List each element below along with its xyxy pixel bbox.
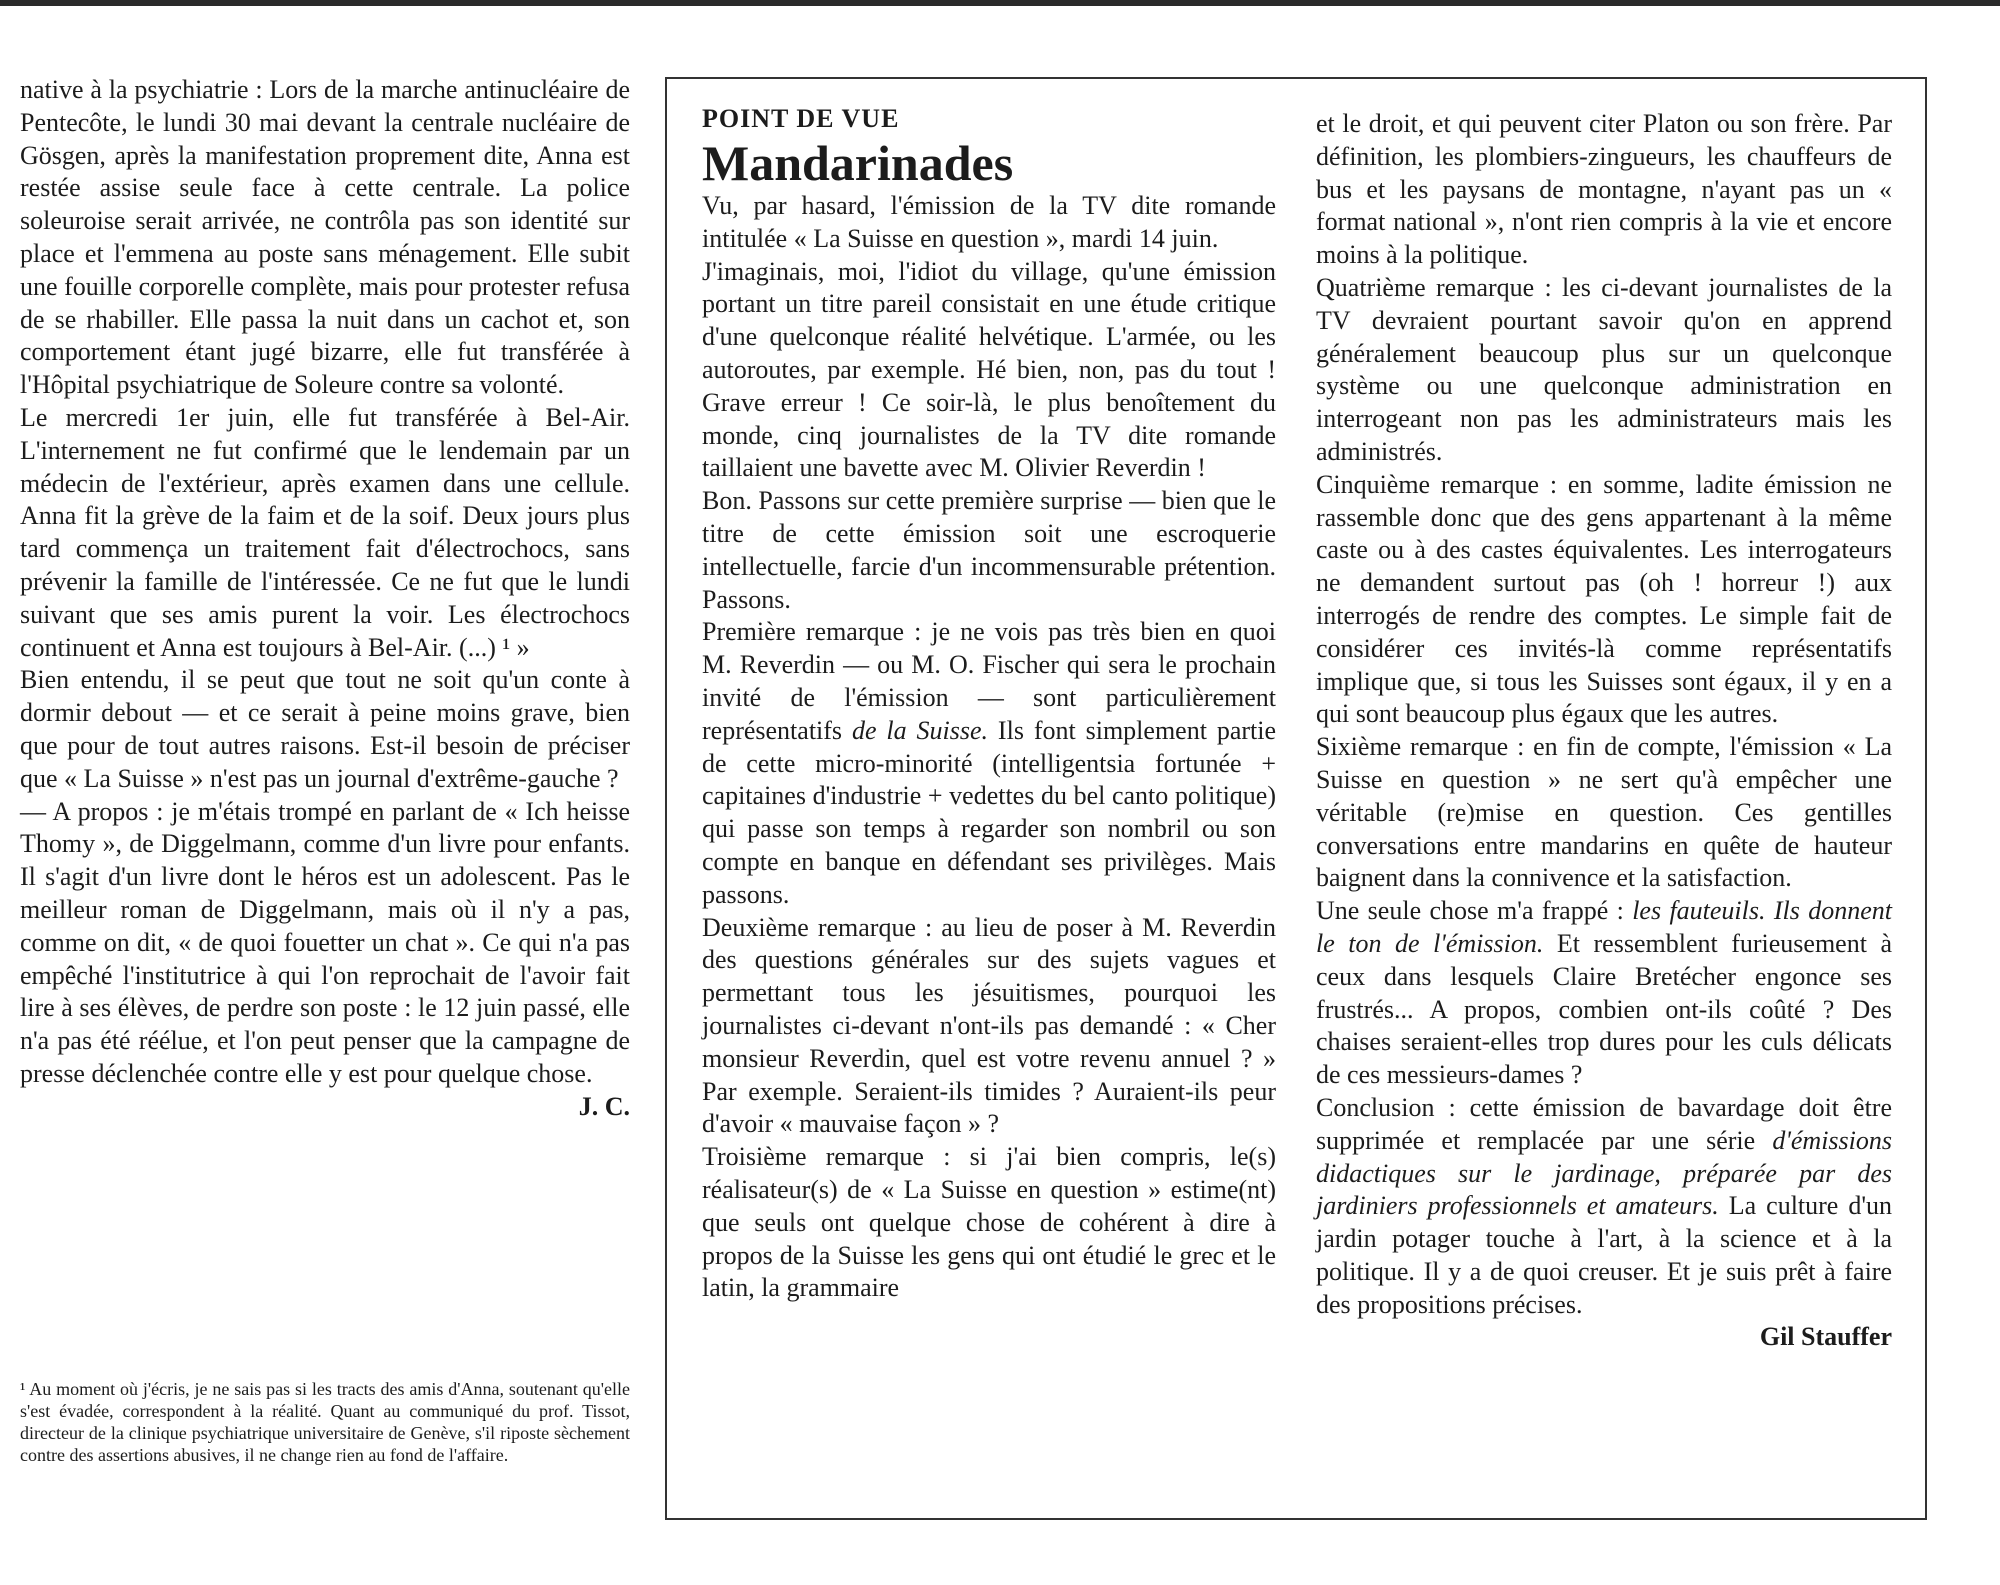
box-middle-column (702, 102, 1276, 1305)
mid-paragraph-2: J'imaginais, moi, l'idiot du village, qu'une émission portant un titre pareil consistait en une étude critique d'une quelconque réalité helvétique. L'armée, ou les autoroutes, par exemple. Hé bien, non, pas du tout ! Grave erreur ! Ce soir-là, le plus benoîtement du monde, cinq journalistes de la TV dite romande taillaient une bavette avec M. Olivier Reverdin ! (702, 256, 1276, 483)
mid-p4-italic: de la Suisse. (851, 715, 989, 745)
mid-paragraph-4 (702, 616, 1276, 911)
right-p6-text-b: La culture d'un jardin potager touche à l'art, à la science et à la politique. Il y a de quoi creuser. Et je suis prêt à faire des propositions précises. (1316, 1191, 1893, 1319)
right-paragraph-4: Sixième remarque : en fin de compte, l'émission « La Suisse en question » ne sert qu'à empêcher une véritable (re)mise en question. Ces gentilles conversations entre mandarins en quête de hauteur baignent dans la connivence et la satisfaction. (1316, 732, 1892, 893)
footnote: ¹ Au moment où j'écris, je ne sais pas si les tracts des amis d'Anna, soutenant qu'elle s'est évadée, correspondent à la réalité. Quant au communiqué du prof. Tissot, directeur de la clinique psychiatrique universitaire de Genève, s'il riposte sèchement contre des assertions abusives, il ne change rien au fond de l'affaire. (20, 1379, 630, 1465)
right-paragraph-2: Quatrième remarque : les ci-devant journalistes de la TV devraient pourtant savoir qu'on en apprend généralement beaucoup plus sur un quelconque système ou une quelconque administration en interrogeant non pas les administrateurs mais les administrés. (1316, 272, 1892, 466)
right-paragraph-1: et le droit, et qui peuvent citer Platon ou son frère. Par définition, les plombiers-zingueurs, les chauffeurs de bus et les paysans de montagne, n'ayant pas un « format national », n'ont rien compris à la vie et encore moins à la politique. (1316, 109, 1892, 270)
headline: Mandarinades (702, 135, 1014, 191)
right-p5-text-a: Une seule chose m'a frappé : (1316, 896, 1633, 926)
right-p6-italic: d'émissions didactiques sur le jardinage, préparée par des jardiniers professionnels et amateurs. (1316, 1125, 1892, 1221)
left-column (20, 74, 630, 1124)
right-paragraph-3: Cinquième remarque : en somme, ladite émission ne rassemble donc que des gens appartenant à la même caste ou à des castes équivalentes. Les interrogateurs ne demandent surtout pas (oh ! horreur !) aux interrogés de rendre des comptes. Le simple fait de considérer ces invités-là comme représentatifs implique que, si tous les Suisses sont égaux, il y en a qui sont beaucoup plus égaux que les autres. (1316, 469, 1892, 729)
left-paragraph-2: Le mercredi 1er juin, elle fut transférée à Bel-Air. L'internement ne fut confirmé que le lendemain par un médecin de l'extérieur, après examen dans une cellule. Anna fit la grève de la faim et de la soif. Deux jours plus tard commença un traitement fait d'électrochocs, sans prévenir la famille de l'intéressée. Ce ne fut que le lundi suivant que ses amis purent la voir. Les électrochocs continuent et Anna est toujours à Bel-Air. (...) ¹ » (20, 402, 630, 662)
mid-p4-text-a: Première remarque : je ne vois pas très bien en quoi M. Reverdin — ou M. O. Fischer qui sera le prochain invité de l'émission — sont particulièrement représentatifs (702, 617, 1276, 745)
right-paragraph-5 (1316, 895, 1892, 1092)
right-p5-text-b: Et ressemblent furieusement à ceux dans lesquels Claire Bretécher engonce ses frustrés... A propos, combien ont-ils coûté ? Des chaises seraient-elles trop dures pour les culs délicats de ces messieurs-dames ? (1316, 928, 1893, 1090)
box-right-column (1316, 108, 1892, 1354)
left-signature: J. C. (578, 1091, 630, 1121)
top-rule (0, 0, 2000, 6)
kicker: POINT DE VUE (702, 104, 900, 133)
mid-paragraph-1: Vu, par hasard, l'émission de la TV dite romande intitulée « La Suisse en question », mardi 14 juin. (702, 191, 1276, 253)
right-p6-text-a: Conclusion : cette émission de bavardage doit être supprimée et remplacée par une série (1316, 1092, 1892, 1155)
mid-paragraph-5: Deuxième remarque : au lieu de poser à M. Reverdin des questions générales sur des sujets vagues et permettant tous les jésuitismes, pourquoi les journalistes ci-devant n'ont-ils pas demandé : « Cher monsieur Reverdin, quel est votre revenu annuel ? » Par exemple. Seraient-ils timides ? Auraient-ils peur d'avoir « mauvaise façon » ? (702, 912, 1276, 1139)
right-paragraph-6 (1316, 1092, 1892, 1322)
mid-p4-text-b: Ils font simplement partie de cette micro-minorité (intelligentsia fortunée + capitaines d'industrie + vedettes du bel canto politique) qui passe son temps à regarder son nombril ou son compte en banque en défendant ses privilèges. Mais passons. (702, 715, 1277, 909)
right-p5-italic: les fauteuils. Ils donnent le ton de l'émission. (1316, 896, 1892, 958)
left-paragraph-3: Bien entendu, il se peut que tout ne soit qu'un conte à dormir debout — et ce serait à peine moins grave, bien que pour de tout autres raisons. Est-il besoin de préciser que « La Suisse » n'est pas un journal d'extrême-gauche ? (20, 665, 630, 793)
left-paragraph-1: native à la psychiatrie : Lors de la marche antinucléaire de Pentecôte, le lundi 30 mai devant la centrale nucléaire de Gösgen, après la manifestation proprement dite, Anna est restée assise seule face à cette centrale. La police soleuroise serait arrivée, ne contrôla pas son identité sur place et l'emmena au poste sans ménagement. Elle subit une fouille corporelle complète, mais pour protester refusa de se rhabiller. Elle passa la nuit dans un cachot et, son comportement étant jugé bizarre, elle fut transférée à l'Hôpital psychiatrique de Soleure contre sa volonté. (20, 75, 630, 400)
left-paragraph-4: — A propos : je m'étais trompé en parlant de « Ich heisse Thomy », de Diggelmann, comme d'un livre pour enfants. Il s'agit d'un livre dont le héros est un adolescent. Pas le meilleur roman de Diggelmann, mais où il n'y a pas, comme on dit, « de quoi fouetter un chat ». Ce qui n'a pas empêché l'institutrice à qui l'on reprochait de l'avoir fait lire à ses élèves, de perdre son poste : le 12 juin passé, elle n'a pas été réélue, et l'on peut penser que la campagne de presse déclenchée contre elle y est pour quelque chose. (20, 796, 630, 1088)
box-signature: Gil Stauffer (1759, 1322, 1892, 1352)
mid-paragraph-3: Bon. Passons sur cette première surprise — bien que le titre de cette émission soit une escroquerie intellectuelle, farcie d'un incommensurable prétention. Passons. (702, 486, 1276, 614)
mid-paragraph-6: Troisième remarque : si j'ai bien compris, le(s) réalisateur(s) de « La Suisse en question » estime(nt) que seuls ont quelque chose de cohérent à dire à propos de la Suisse les gens qui ont étudié le grec et le latin, la grammaire (702, 1142, 1276, 1303)
